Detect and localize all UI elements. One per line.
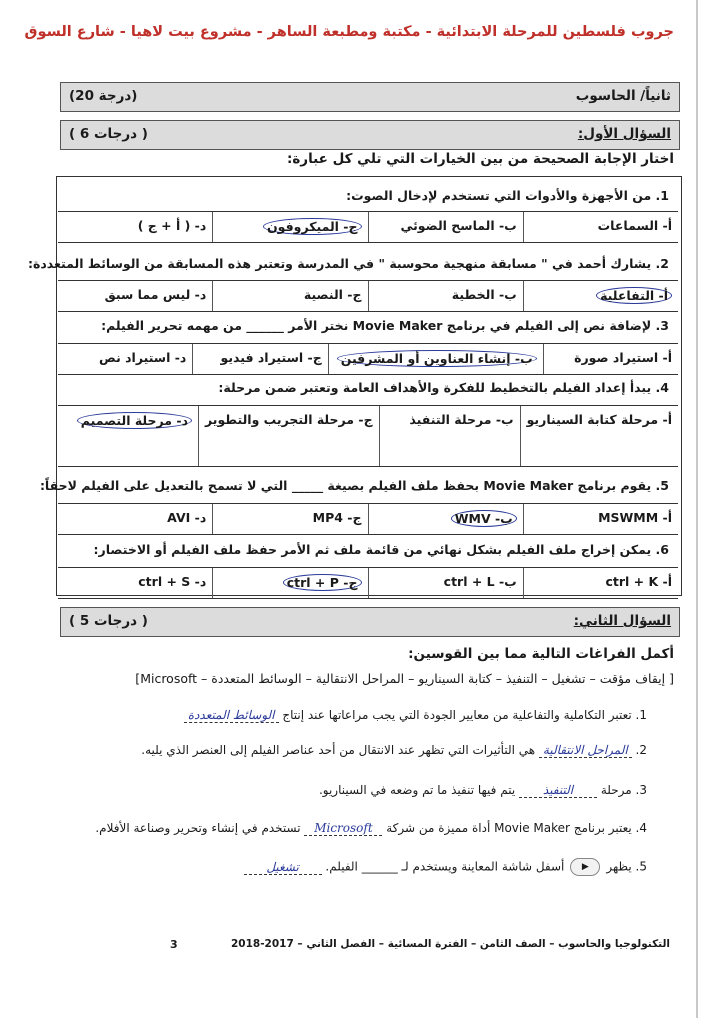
q1-option[interactable]	[212, 504, 367, 534]
circled-answer: ج- ctrl + P	[283, 574, 362, 591]
q2-title: السؤال الثاني:	[573, 613, 671, 629]
option-label: ب- الخطية	[451, 287, 517, 302]
q1-option[interactable]	[523, 568, 678, 598]
q1-options-row-5	[58, 503, 678, 535]
q1-option[interactable]	[368, 568, 523, 598]
q2-marks: ( 5 درجات )	[69, 613, 148, 629]
play-button-icon: ▶	[570, 858, 600, 876]
q1-option[interactable]	[58, 212, 212, 242]
q1-question-2: 2. يشارك أحمد في " مسابقة منهجية محوسبة " في المدرسة وتعتبر هذه المسابقة من الوسائط المتعددة:	[27, 256, 669, 271]
option-label: ج- مرحلة التجريب والتطوير	[205, 412, 373, 427]
q1-option[interactable]	[58, 406, 198, 466]
scan-edge	[696, 0, 698, 1018]
q1-options-row-3	[58, 343, 678, 375]
handwritten-answer[interactable]: تشغيل	[244, 860, 322, 875]
fill-suffix: أسفل شاشة المعاينة ويستخدم لـ ______ الفيلم.	[325, 859, 565, 874]
q1-option[interactable]	[58, 568, 212, 598]
option-label: أ- MSWMM	[598, 510, 672, 525]
q1-option[interactable]	[212, 212, 367, 242]
q2-bar	[60, 607, 680, 637]
option-label: ب- الماسح الضوئي	[400, 218, 517, 233]
option-label: ج- النصية	[303, 287, 362, 302]
q1-options-row-6	[58, 567, 678, 599]
q1-option[interactable]	[212, 568, 367, 598]
option-label: أ- ctrl + K	[605, 574, 672, 589]
circled-answer: أ- التفاعلية	[596, 287, 672, 304]
option-label: د- ( أ + ج )	[137, 218, 207, 233]
q1-marks: ( 6 درجات )	[69, 126, 148, 142]
option-label: د- استيراد نص	[99, 350, 187, 365]
q1-option[interactable]	[328, 344, 543, 374]
q1-option[interactable]	[368, 504, 523, 534]
q1-option[interactable]	[523, 504, 678, 534]
q1-question-5: 5. يقوم برنامج Movie Maker بحفظ ملف الفيلم بصيغة _____ التي لا تسمح بالتعديل على الفيلم لاحقاً:	[39, 478, 669, 493]
q2-instruction: أكمل الفراغات التالية مما بين القوسين:	[408, 646, 674, 662]
q1-option[interactable]	[58, 344, 192, 374]
q1-option[interactable]	[368, 212, 523, 242]
q2-fill-line-4	[95, 821, 647, 836]
handwritten-answer[interactable]: Microsoft	[304, 821, 382, 836]
option-label: ج- MP4	[312, 510, 362, 525]
fill-prefix: 5. يظهر	[606, 859, 647, 874]
option-label: أ- السماعات	[597, 218, 672, 233]
q2-fill-line-5	[244, 858, 647, 876]
q1-question-6: 6. يمكن إخراج ملف الفيلم بشكل نهائي من قائمة ملف ثم الأمر حفظ ملف الفيلم أو الاختصار:	[93, 542, 669, 557]
handwritten-answer[interactable]: الوسائط المتعددة	[184, 708, 279, 723]
page-number: 3	[170, 938, 178, 951]
section-title: ثانياً/ الحاسوب	[575, 88, 671, 104]
option-label: أ- استيراد صورة	[574, 350, 672, 365]
q1-title: السؤال الأول:	[577, 126, 671, 142]
fill-prefix: 1. تعتبر التكاملية والتفاعلية من معايير الجودة التي يجب مراعاتها عند إنتاج	[282, 708, 647, 722]
footer-text: التكنولوجيا والحاسوب – الصف الثامن – الفترة المسائية – الفصل الثاني – 2017-2018	[230, 938, 670, 950]
q1-question-1: 1. من الأجهزة والأدوات التي تستخدم لإدخال الصوت:	[346, 188, 669, 203]
fill-suffix: تستخدم في إنشاء وتحرير وصناعة الأفلام.	[95, 821, 301, 835]
circled-answer: ج- الميكروفون	[263, 218, 362, 235]
q2-fill-line-3	[319, 783, 647, 798]
handwritten-answer[interactable]: المراحل الانتقالية	[539, 743, 632, 758]
q1-option[interactable]	[543, 344, 678, 374]
q1-option[interactable]	[520, 406, 678, 466]
circled-answer: ب- إنشاء العناوين أو المشرفين	[337, 350, 537, 367]
q1-options-row-4	[58, 405, 678, 467]
q2-fill-line-2	[141, 743, 647, 758]
option-label: ج- استيراد فيديو	[220, 350, 322, 365]
option-label: د- ليس مما سبق	[104, 287, 207, 302]
fill-suffix: يتم فيها تنفيذ ما تم وضعه في السيناريو.	[318, 783, 516, 797]
q1-option[interactable]	[379, 406, 520, 466]
section-bar	[60, 82, 680, 112]
q1-option[interactable]	[198, 406, 379, 466]
q1-option[interactable]	[523, 212, 678, 242]
handwritten-answer[interactable]: التنفيذ	[519, 783, 597, 798]
option-label: ب- ctrl + L	[443, 574, 517, 589]
fill-prefix: 2.	[635, 743, 647, 757]
q2-word-bank: [ إيقاف مؤقت – تشغيل – التنفيذ – كتابة السيناريو – المراحل الانتقالية – الوسائط المتعددة – Microsoft]	[135, 671, 674, 686]
fill-prefix: 4. يعتبر برنامج Movie Maker أداة مميزة من شركة	[386, 821, 647, 835]
q2-fill-line-1	[184, 708, 647, 723]
fill-prefix: 3. مرحلة	[600, 783, 647, 797]
section-marks: (20 درجة)	[69, 88, 138, 104]
option-label: د- AVI	[167, 510, 207, 525]
q1-options-row-2	[58, 280, 678, 312]
q1-instruction: اختار الإجابة الصحيحة من بين الخيارات التي تلي كل عبارة:	[286, 151, 674, 167]
q1-question-4: 4. يبدأ إعداد الفيلم بالتخطيط للفكرة والأهداف العامة وتعتبر ضمن مرحلة:	[218, 380, 669, 395]
option-label: د- ctrl + S	[138, 574, 207, 589]
option-label: ب- مرحلة التنفيذ	[409, 412, 514, 427]
q1-question-3: 3. لإضافة نص إلى الفيلم في برنامج Movie Maker نختر الأمر ______ من مهمه تحرير الفيلم:	[101, 318, 669, 333]
q1-option[interactable]	[212, 281, 367, 311]
q1-option[interactable]	[58, 281, 212, 311]
q1-options-row-1	[58, 211, 678, 243]
q1-option[interactable]	[192, 344, 327, 374]
q1-option[interactable]	[58, 504, 212, 534]
option-label: أ- مرحلة كتابة السيناريو	[526, 412, 672, 427]
q1-bar	[60, 120, 680, 150]
circled-answer: ب- WMV	[451, 510, 517, 527]
fill-suffix: هي التأثيرات التي تظهر عند الانتقال من أحد عناصر الفيلم إلى العنصر الذي يليه.	[141, 743, 536, 757]
circled-answer: د- مرحلة التصميم	[77, 412, 192, 429]
page-header: جروب فلسطين للمرحلة الابتدائية - مكتبة ومطبعة الساهر - مشروع بيت لاهيا - شارع السوق	[24, 24, 674, 40]
q1-option[interactable]	[368, 281, 523, 311]
q1-option[interactable]	[523, 281, 678, 311]
